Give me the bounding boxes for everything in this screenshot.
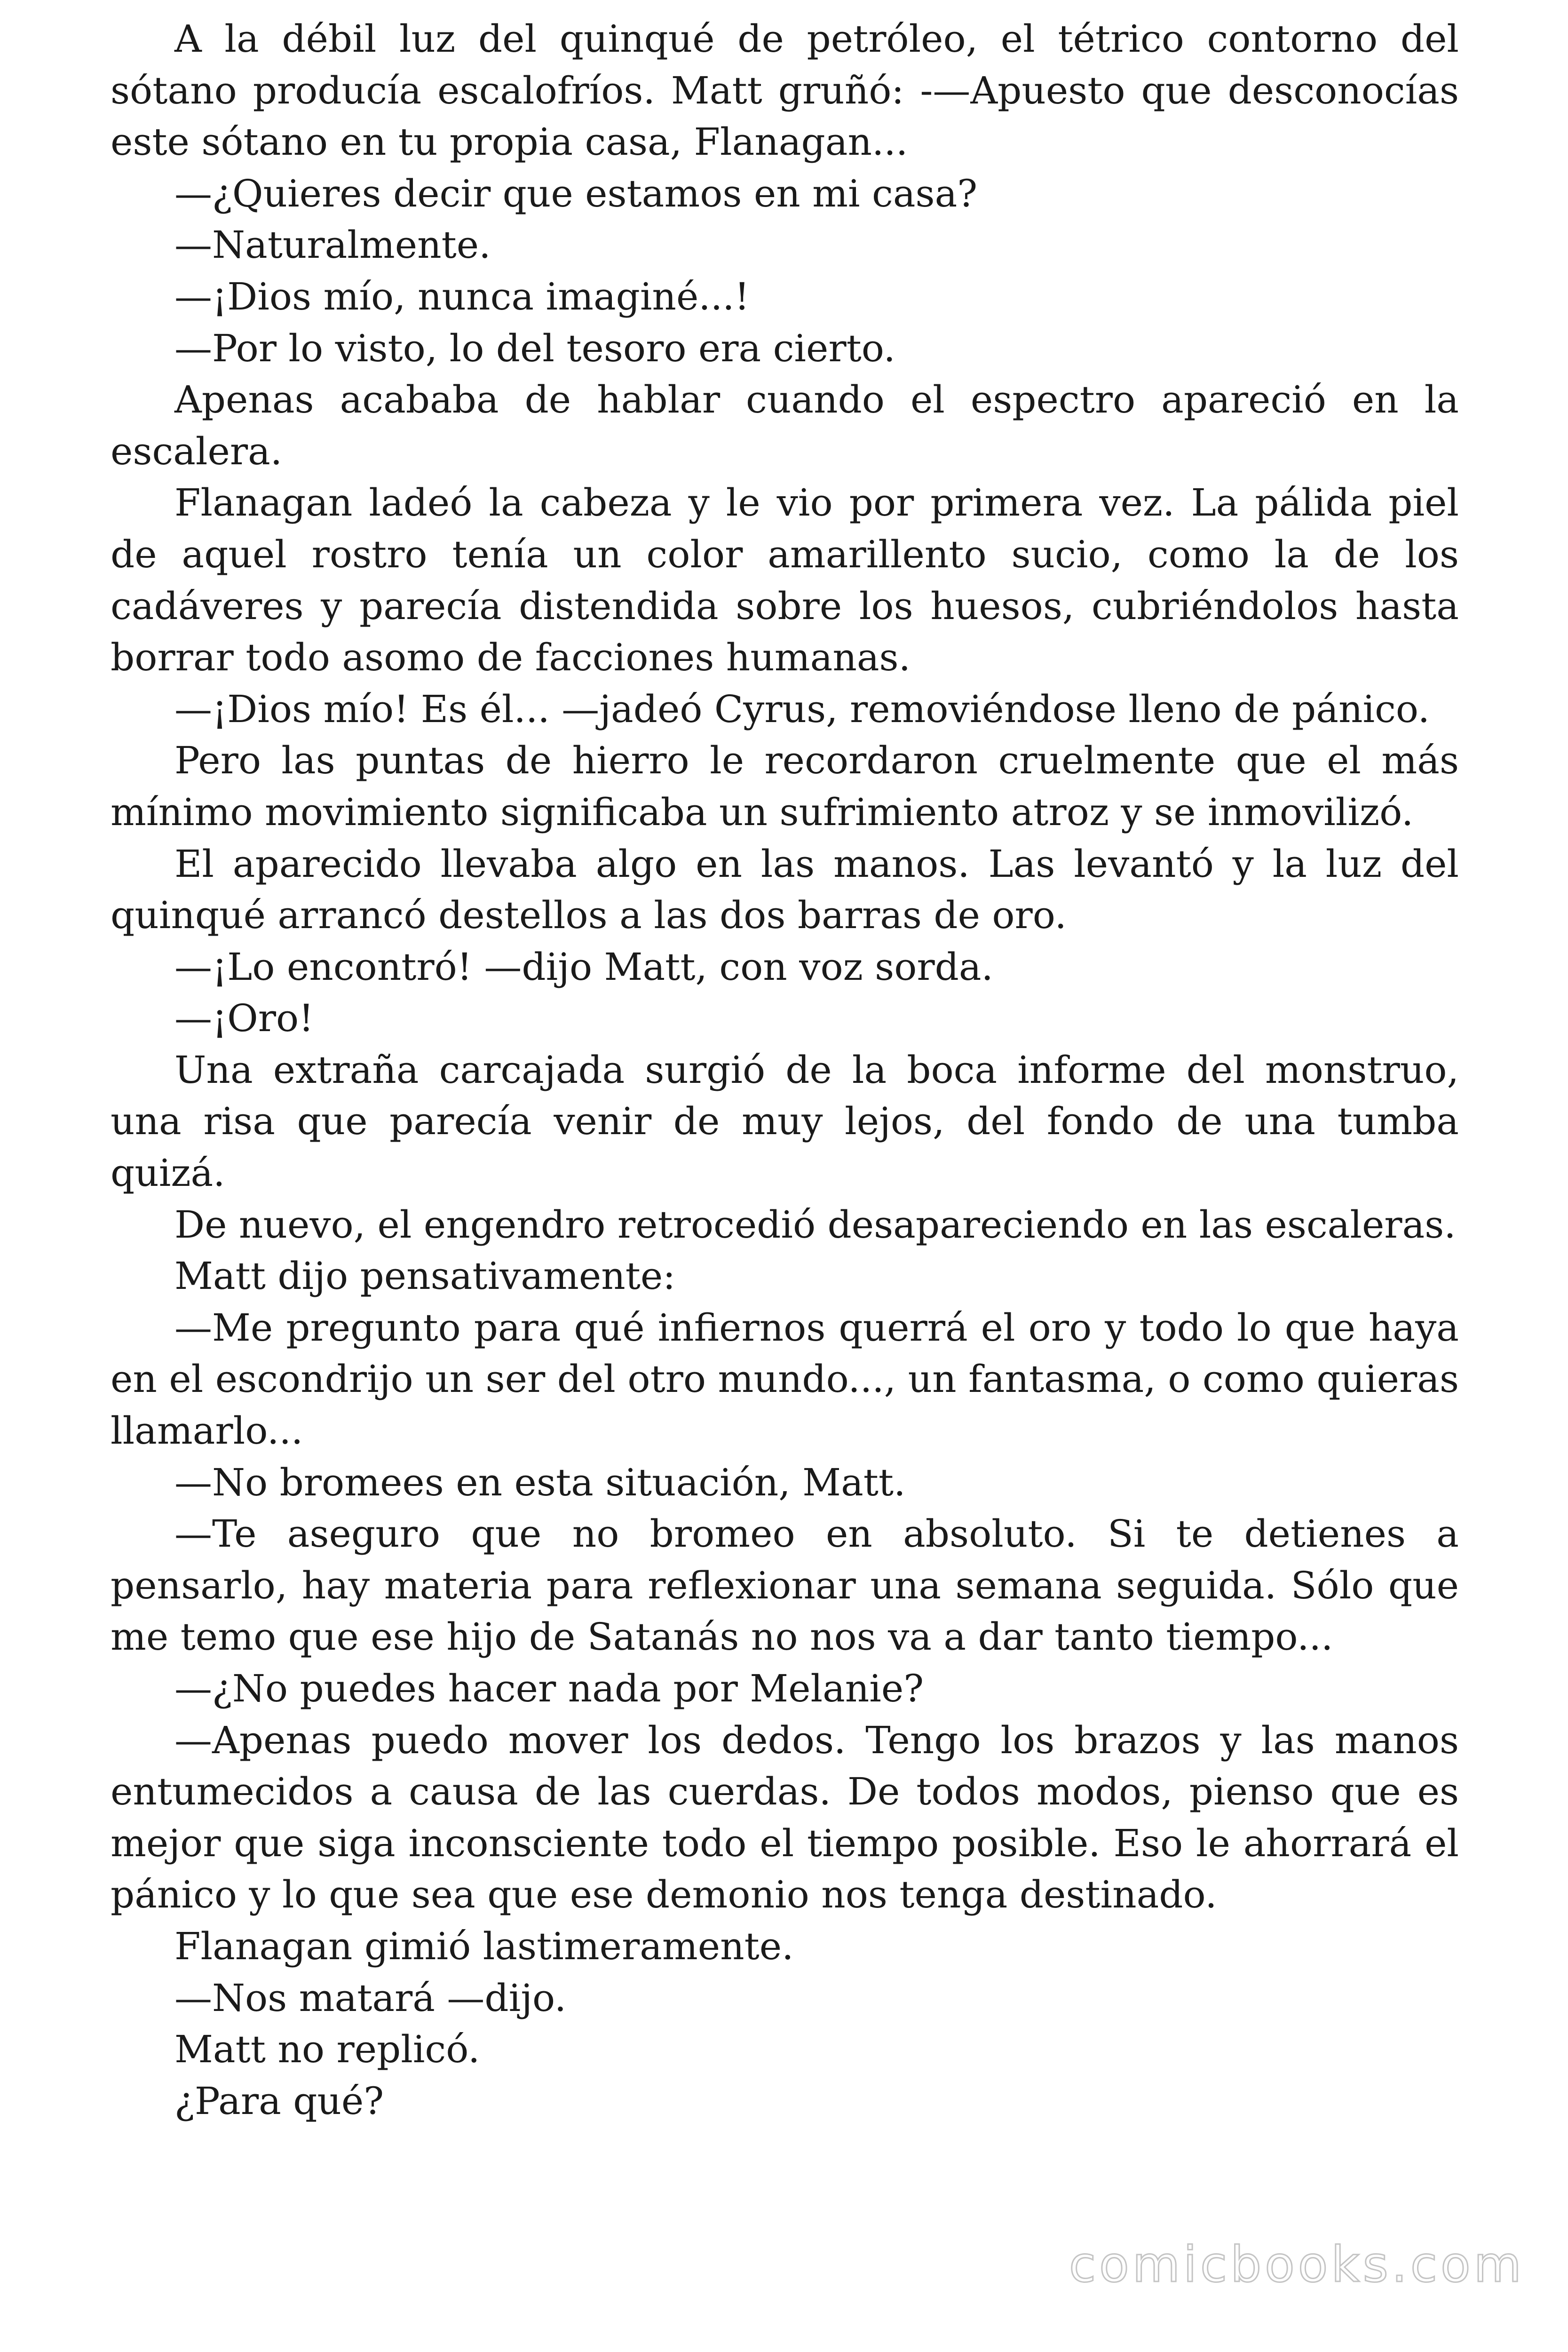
- paragraph: —Nos matará —dijo.: [174, 1976, 567, 2020]
- paragraph: —¡Oro!: [174, 996, 314, 1041]
- paragraph: Matt dijo pensativamente:: [174, 1254, 676, 1298]
- paragraph: —No bromees en esta situación, Matt.: [174, 1460, 906, 1504]
- page-text: [111, 13, 1459, 2127]
- paragraph: —Me pregunto para qué infiernos querrá el oro y todo lo que haya en el escondrijo un ser del otro mundo..., un fantasma, o como quieras llamarlo...: [111, 1305, 1459, 1453]
- paragraph: —Te aseguro que no bromeo en absoluto. Si te detienes a pensarlo, hay materia para reflexionar una semana seguida. Sólo que me temo que ese hijo de Satanás no nos va a dar tanto tiempo...: [111, 1512, 1459, 1659]
- paragraph: —Apenas puedo mover los dedos. Tengo los brazos y las manos entumecidos a causa de las cuerdas. De todos modos, pienso que es mejor que siga inconsciente todo el tiempo posible. Eso le ahorrará el pánico y lo que sea que ese demonio nos tenga destinado.: [111, 1718, 1459, 1917]
- paragraph: Matt no replicó.: [174, 2027, 480, 2072]
- paragraph: —Por lo visto, lo del tesoro era cierto.: [174, 326, 895, 370]
- paragraph: Una extraña carcajada surgió de la boca informe del monstruo, una risa que parecía venir de muy lejos, del fondo de una tumba quizá.: [111, 1048, 1459, 1195]
- paragraph: —¡Dios mío! Es él... —jadeó Cyrus, removiéndose lleno de pánico.: [174, 687, 1430, 731]
- paragraph: —¡Lo encontró! —dijo Matt, con voz sorda.: [174, 945, 993, 989]
- paragraph: Pero las puntas de hierro le recordaron cruelmente que el más mínimo movimiento significaba un sufrimiento atroz y se inmovilizó.: [111, 739, 1459, 834]
- paragraph: Apenas acababa de hablar cuando el espectro apareció en la escalera.: [111, 378, 1459, 473]
- paragraph: Flanagan ladeó la cabeza y le vio por primera vez. La pálida piel de aquel rostro tenía un color amarillento sucio, como la de los cadáveres y parecía distendida sobre los huesos, cubriéndolos hasta borrar todo asomo de facciones humanas.: [111, 481, 1459, 680]
- paragraph: ¿Para qué?: [174, 2079, 384, 2123]
- paragraph: A la débil luz del quinqué de petróleo, el tétrico contorno del sótano producía escalofríos. Matt gruñó: -—Apuesto que desconocías este sótano en tu propia casa, Flanagan...: [111, 17, 1459, 164]
- paragraph: De nuevo, el engendro retrocedió desapareciendo en las escaleras.: [174, 1202, 1456, 1247]
- paragraph: —¡Dios mío, nunca imaginé...!: [174, 274, 750, 318]
- watermark: comicbooks.com: [1069, 2236, 1525, 2293]
- paragraph: Flanagan gimió lastimeramente.: [174, 1924, 794, 1968]
- paragraph: —¿Quieres decir que estamos en mi casa?: [174, 171, 978, 215]
- paragraph: —Naturalmente.: [174, 223, 491, 267]
- paragraph: El aparecido llevaba algo en las manos. Las levantó y la luz del quinqué arrancó destellos a las dos barras de oro.: [111, 842, 1459, 938]
- paragraph: —¿No puedes hacer nada por Melanie?: [174, 1667, 924, 1710]
